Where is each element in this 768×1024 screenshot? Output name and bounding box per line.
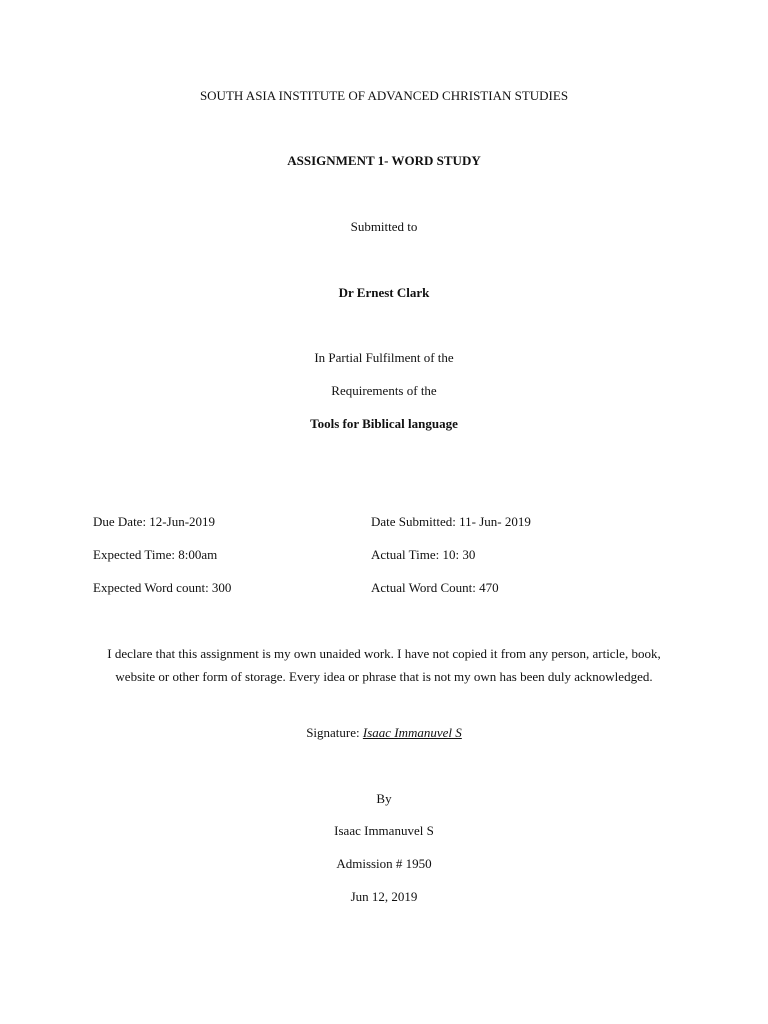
partial-fulfilment-line: In Partial Fulfilment of the	[314, 350, 454, 365]
requirements-line: Requirements of the	[331, 383, 437, 398]
signature-line	[0, 725, 768, 741]
expected-word-count: Expected Word count: 300	[93, 580, 232, 595]
signature-value: Isaac Immanuvel S	[362, 725, 462, 740]
admission-number: Admission # 1950	[336, 856, 432, 871]
expected-time: Expected Time: 8:00am	[93, 547, 218, 562]
actual-time: Actual Time: 10: 30	[371, 547, 476, 562]
actual-word-count: Actual Word Count: 470	[371, 580, 499, 595]
submission-date: Jun 12, 2019	[350, 889, 418, 904]
assignment-title: ASSIGNMENT 1- WORD STUDY	[287, 153, 481, 168]
by-label: By	[376, 791, 392, 806]
submitted-to-label: Submitted to	[350, 219, 418, 234]
student-name: Isaac Immanuvel S	[334, 823, 434, 838]
institution-name: SOUTH ASIA INSTITUTE OF ADVANCED CHRISTIAN STUDIES	[199, 88, 569, 103]
course-name: Tools for Biblical language	[310, 416, 458, 431]
declaration-paragraph: I declare that this assignment is my own unaided work. I have not copied it from any person, article, book, website or other form of storage. Every idea or phrase that is not my own has been duly acknowledged.	[107, 646, 661, 684]
signature-label: Signature:	[306, 725, 363, 740]
due-date: Due Date: 12-Jun-2019	[93, 514, 216, 529]
date-submitted: Date Submitted: 11- Jun- 2019	[371, 514, 531, 529]
instructor-name: Dr Ernest Clark	[338, 285, 430, 300]
